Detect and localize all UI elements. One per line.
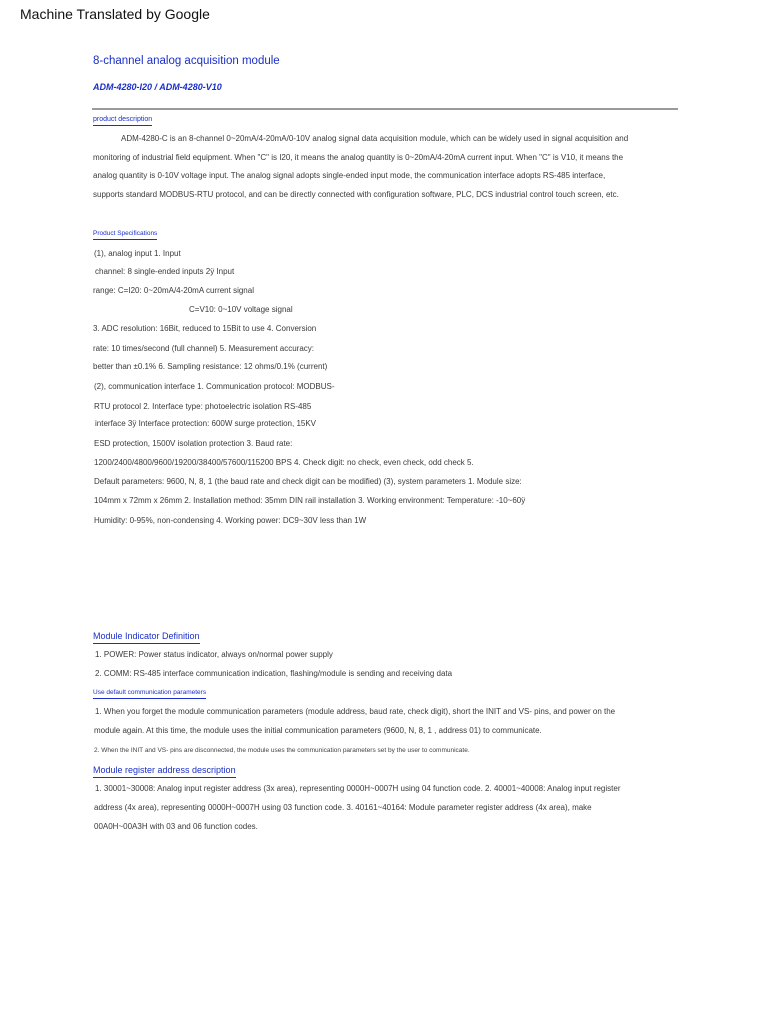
spec-line: ESD protection, 1500V isolation protection 3. Baud rate:: [94, 439, 293, 448]
paragraph-line: analog quantity is 0-10V voltage input. The analog signal adopts single-ended input mode, the communication interface adopts RS-485 interface,: [93, 171, 606, 180]
section-heading-label: Use default communication parameters: [93, 689, 207, 696]
spec-line: channel: 8 single-ended inputs 2ÿ Input: [95, 267, 235, 276]
default-comm-line: module again. At this time, the module uses the initial communication parameters (9600, N, 8, 1 , address 01) to communicate.: [94, 726, 542, 735]
spec-line: 3. ADC resolution: 16Bit, reduced to 15Bit to use 4. Conversion: [93, 324, 317, 333]
spec-line: Humidity: 0-95%, non-condensing 4. Working power: DC9~30V less than 1W: [94, 516, 367, 525]
indicator-line: 1. POWER: Power status indicator, always on/normal power supply: [95, 650, 333, 659]
document-title: 8-channel analog acquisition module: [93, 55, 280, 67]
spec-line: Default parameters: 9600, N, 8, 1 (the baud rate and check digit can be modified) (3), system parameters 1. Module size:: [94, 477, 522, 486]
section-heading-label: product description: [93, 116, 153, 123]
section-heading-register-address: [93, 765, 236, 778]
section-heading-default-comm: [93, 689, 206, 699]
section-heading-product-description: [93, 116, 152, 126]
translation-banner: Machine Translated by Google: [20, 6, 210, 22]
section-heading-module-indicator: [93, 631, 200, 644]
heading-underline: [93, 239, 157, 240]
register-line: 1. 30001~30008: Analog input register address (3x area), representing 0000H~0007H using 04 function code. 2. 40001~40008: Analog input register: [95, 784, 621, 793]
default-comm-line: 1. When you forget the module communication parameters (module address, baud rate, check digit), short the INIT and VS- pins, and power on the: [95, 707, 616, 716]
model-numbers: ADM-4280-I20 / ADM-4280-V10: [93, 82, 222, 92]
heading-underline: [93, 777, 236, 778]
register-line: address (4x area), representing 0000H~0007H using 03 function code. 3. 40161~40164: Module parameter register address (4x area), make: [94, 803, 592, 812]
header-divider: [92, 108, 678, 110]
spec-line: rate: 10 times/second (full channel) 5. Measurement accuracy:: [93, 344, 314, 353]
spec-line: 104mm x 72mm x 26mm 2. Installation method: 35mm DIN rail installation 3. Working environment: Temperature: -10~60ÿ: [94, 496, 526, 505]
spec-line: range: C=I20: 0~20mA/4-20mA current signal: [93, 286, 254, 295]
spec-line: (1), analog input 1. Input: [94, 249, 181, 258]
section-heading-label: Module register address description: [93, 765, 236, 775]
spec-line: better than ±0.1% 6. Sampling resistance: 12 ohms/0.1% (current): [93, 362, 328, 371]
paragraph-line: ADM-4280-C is an 8-channel 0~20mA/4-20mA/0-10V analog signal data acquisition module, which can be widely used in signal acquisition and: [121, 134, 629, 143]
section-heading-label: Module Indicator Definition: [93, 631, 200, 641]
indicator-line: 2. COMM: RS-485 interface communication indication, flashing/module is sending and receiving data: [95, 669, 453, 678]
spec-line: interface 3ÿ Interface protection: 600W surge protection, 15KV: [95, 419, 317, 428]
paragraph-line: monitoring of industrial field equipment. When "C" is I20, it means the analog quantity is 0~20mA/4-20mA current input. When "C" is V10, it means the: [93, 153, 624, 162]
section-heading-label: Product Specifications: [93, 230, 158, 237]
spec-line: RTU protocol 2. Interface type: photoelectric isolation RS-485: [94, 402, 312, 411]
spec-line: C=V10: 0~10V voltage signal: [189, 305, 293, 314]
heading-underline: [93, 125, 152, 126]
default-comm-line: 2. When the INIT and VS- pins are disconnected, the module uses the communication parameters set by the user to communicate.: [94, 747, 470, 754]
heading-underline: [93, 698, 206, 699]
heading-underline: [93, 643, 200, 644]
spec-line: 1200/2400/4800/9600/19200/38400/57600/115200 BPS 4. Check digit: no check, even check, odd check 5.: [94, 458, 474, 467]
register-line: 00A0H~00A3H with 03 and 06 function codes.: [94, 822, 258, 831]
spec-line: (2), communication interface 1. Communication protocol: MODBUS-: [94, 382, 335, 391]
paragraph-line: supports standard MODBUS-RTU protocol, and can be directly connected with configuration software, PLC, DCS industrial control touch screen, etc.: [93, 190, 619, 199]
section-heading-product-specifications: [93, 230, 157, 240]
